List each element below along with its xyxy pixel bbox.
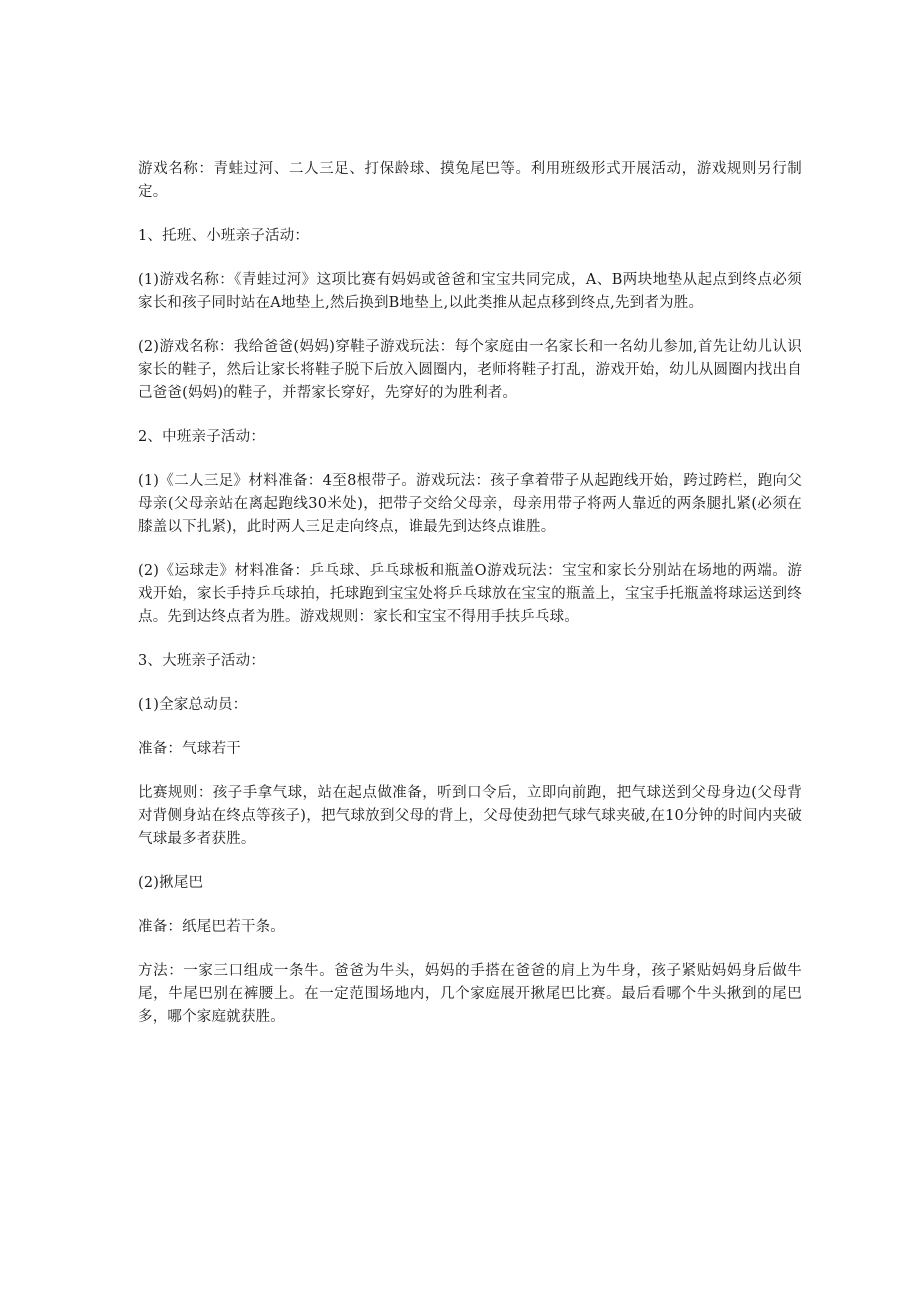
paragraph-3-1-rules: 比赛规则：孩子手拿气球，站在起点做准备，听到口令后，立即向前跑，把气球送到父母身边(父母背对背侧身站在终点等孩子)，把气球放到父母的背上，父母使劲把气球气球夹破,在10分钟的时间内夹破气球最多者获胜。	[138, 785, 802, 847]
paragraph-3-1-title: (1)全家总动员：	[138, 697, 248, 713]
paragraph-3-1-prep: 准备：气球若干	[138, 741, 241, 757]
paragraph-intro: 游戏名称：青蛙过河、二人三足、打保龄球、摸兔尾巴等。利用班级形式开展活动，游戏规则另行制定。	[138, 161, 802, 200]
paragraph-2-2: (2)《运球走》材料准备：乒乓球、乒乓球板和瓶盖O游戏玩法：宝宝和家长分别站在场地的两端。游戏开始，家长手持乒乓球拍，托球跑到宝宝处将乒乓球放在宝宝的瓶盖上，宝宝手托瓶盖将球运送到终点。先到达终点者为胜。游戏规则：家长和宝宝不得用手扶乒乓球。	[138, 563, 802, 625]
paragraph-3-2-title: (2)揪尾巴	[138, 875, 204, 891]
heading-section-3: 3、大班亲子活动：	[138, 653, 266, 669]
heading-section-2: 2、中班亲子活动：	[138, 429, 266, 445]
paragraph-2-1: (1)《二人三足》材料准备：4至8根带子。游戏玩法：孩子拿着带子从起跑线开始，跨过跨栏，跑向父母亲(父母亲站在离起跑线30米处)，把带子交给父母亲，母亲用带子将两人靠近的两条腿扎紧(必须在膝盖以下扎紧)，此时两人三足走向终点，谁最先到达终点谁胜。	[138, 473, 802, 535]
heading-section-1: 1、托班、小班亲子活动：	[138, 228, 310, 244]
paragraph-3-2-prep: 准备：纸尾巴若干条。	[138, 919, 285, 935]
paragraph-3-2-method: 方法：一家三口组成一条牛。爸爸为牛头，妈妈的手搭在爸爸的肩上为牛身，孩子紧贴妈妈身后做牛尾，牛尾巴别在裤腰上。在一定范围场地内，几个家庭展开揪尾巴比赛。最后看哪个牛头揪到的尾巴多，哪个家庭就获胜。	[138, 963, 802, 1025]
paragraph-1-1: (1)游戏名称：《青蛙过河》这项比赛有妈妈或爸爸和宝宝共同完成，A、B两块地垫从起点到终点必须家长和孩子同时站在A地垫上,然后换到B地垫上,以此类推从起点移到终点,先到者为胜。	[138, 272, 802, 311]
document-body	[138, 158, 802, 1050]
paragraph-1-2: (2)游戏名称：我给爸爸(妈妈)穿鞋子游戏玩法：每个家庭由一名家长和一名幼儿参加,首先让幼儿认识家长的鞋子，然后让家长将鞋子脱下后放入圆圈内，老师将鞋子打乱，游戏开始，幼儿从圆圈内找出自己爸爸(妈妈)的鞋子，并帮家长穿好，先穿好的为胜利者。	[138, 339, 802, 401]
